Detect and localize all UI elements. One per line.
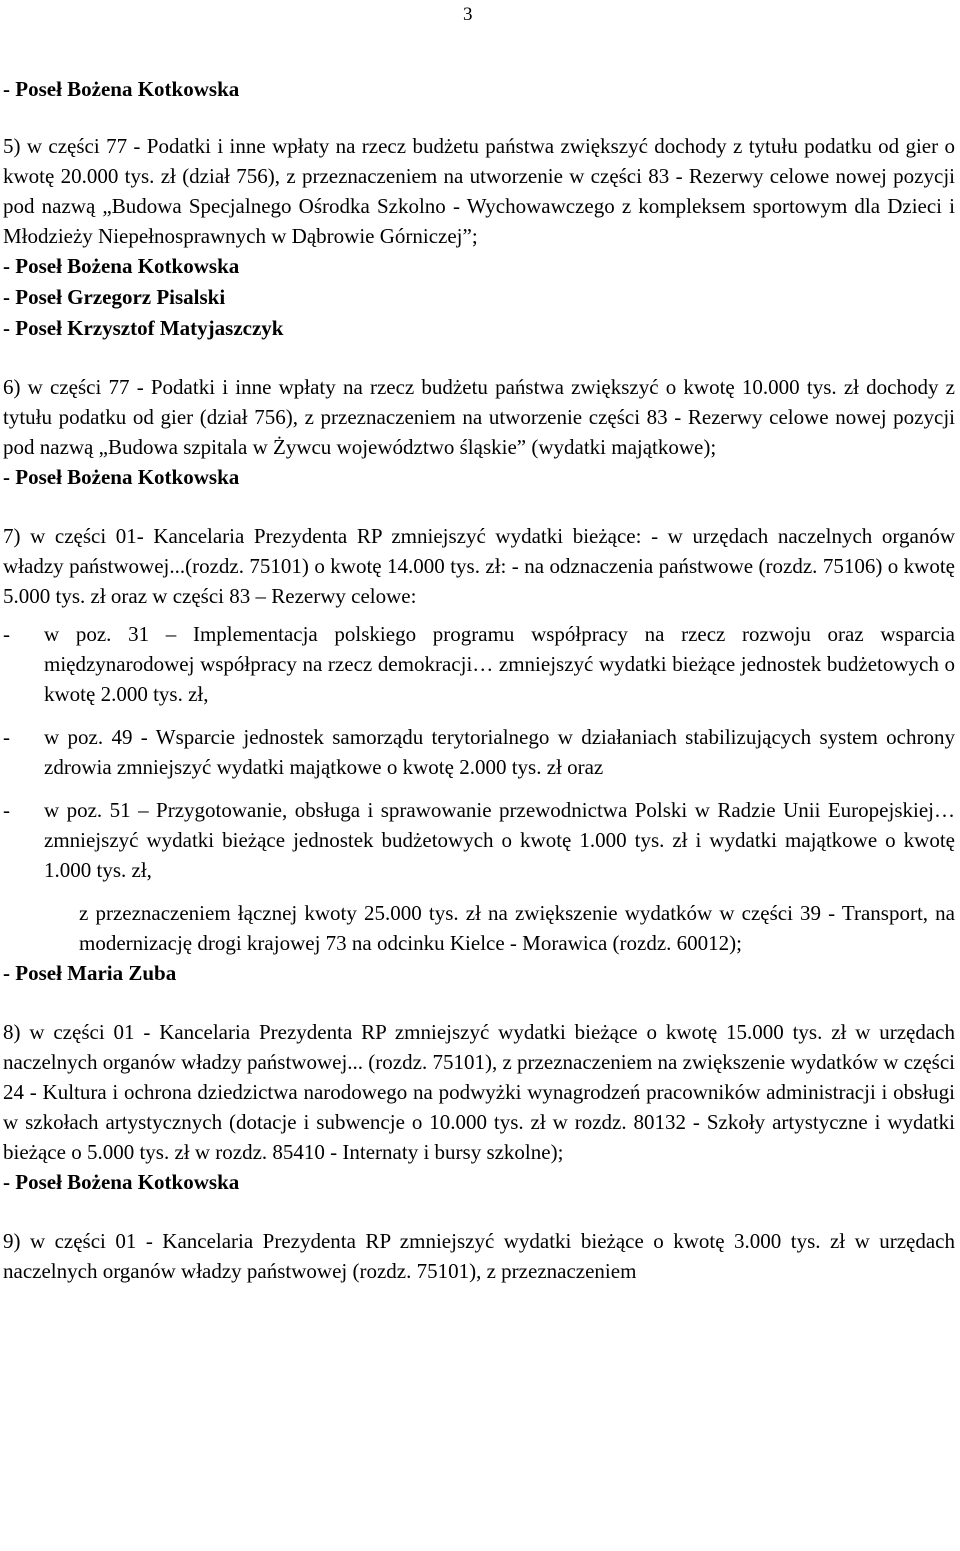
list-dash: - [3,798,10,822]
list-item-text: w poz. 31 – Implementacja polskiego programu współpracy na rzecz rozwoju oraz wsparcia międzynarodowej współpracy na rzecz demokracji… zmniejszyć wydatki bieżące jednostek budżetowych o kwotę 2.000 tys. zł, [44,622,955,706]
list-item-text: w poz. 49 - Wsparcie jednostek samorządu terytorialnego w działaniach stabilizujących system ochrony zdrowia zmniejszyć wydatki majątkowe o kwotę 2.000 tys. zł oraz [44,725,955,779]
amendment-5: 5) w części 77 - Podatki i inne wpłaty na rzecz budżetu państwa zwiększyć dochody z tytułu podatku od gier o kwotę 20.000 tys. zł (dział 756), z przeznaczeniem na utworzenie w części 83 - Rezerwy celowe nowej pozycji pod nazwą „Budowa Specjalnego Ośrodka Szkolno - Wychowawczego z kompleksem sportowym dla Dzieci i Młodzieży Niepełnosprawnych w Dąbrowie Górniczej”; [3,134,955,248]
document-body [3,74,955,1286]
list-dash: - [3,725,10,749]
list-item [3,619,955,709]
author-line: - Poseł Bożena Kotkowska [3,77,240,101]
author-line: - Poseł Grzegorz Pisalski [3,285,226,309]
author-line: - Poseł Bożena Kotkowska [3,1170,240,1194]
author-line: - Poseł Krzysztof Matyjaszczyk [3,316,284,340]
amendment-6: 6) w części 77 - Podatki i inne wpłaty na rzecz budżetu państwa zwiększyć o kwotę 10.000 tys. zł dochody z tytułu podatku od gier (dział 756), z przeznaczeniem na utworzenie części 83 - Rezerwy celowe nowej pozycji pod nazwą „Budowa szpitala w Żywcu województwo śląskie” (wydatki majątkowe); [3,375,955,459]
list-item [3,795,955,885]
amendment-7-purpose: z przeznaczeniem łącznej kwoty 25.000 tys. zł na zwiększenie wydatków w części 39 - Transport, na modernizację drogi krajowej 73 na odcinku Kielce - Morawica (rozdz. 60012); [79,901,955,955]
list-item-text: w poz. 51 – Przygotowanie, obsługa i sprawowanie przewodnictwa Polski w Radzie Unii Europejskiej… zmniejszyć wydatki bieżące jednostek budżetowych o kwotę 1.000 tys. zł i wydatki majątkowe o kwotę 1.000 tys. zł, [44,798,955,882]
page-number: 3 [463,4,473,25]
author-line: - Poseł Bożena Kotkowska [3,254,240,278]
amendment-9: 9) w części 01 - Kancelaria Prezydenta RP zmniejszyć wydatki bieżące o kwotę 3.000 tys. zł w urzędach naczelnych organów władzy państwowej (rozdz. 75101), z przeznaczeniem [3,1229,955,1283]
list-dash: - [3,622,10,646]
author-line: - Poseł Maria Zuba [3,961,177,985]
amendment-7: 7) w części 01- Kancelaria Prezydenta RP zmniejszyć wydatki bieżące: - w urzędach naczelnych organów władzy państwowej...(rozdz. 75101) o kwotę 14.000 tys. zł: - na odznaczenia państwowe (rozdz. 75106) o kwotę 5.000 tys. zł oraz w części 83 – Rezerwy celowe: [3,524,955,608]
amendment-8: 8) w części 01 - Kancelaria Prezydenta RP zmniejszyć wydatki bieżące o kwotę 15.000 tys. zł w urzędach naczelnych organów władzy państwowej... (rozdz. 75101), z przeznaczeniem na zwiększenie wydatków w części 24 - Kultura i ochrona dziedzictwa narodowego na podwyżki wynagrodzeń pracowników administracji i obsługi w szkołach artystycznych (dotacje i subwencje o 10.000 tys. zł w rozdz. 80132 - Szkoły artystyczne i wydatki bieżące o 5.000 tys. zł w rozdz. 85410 - Internaty i bursy szkolne); [3,1020,955,1164]
list-item [3,722,955,782]
author-line: - Poseł Bożena Kotkowska [3,465,240,489]
